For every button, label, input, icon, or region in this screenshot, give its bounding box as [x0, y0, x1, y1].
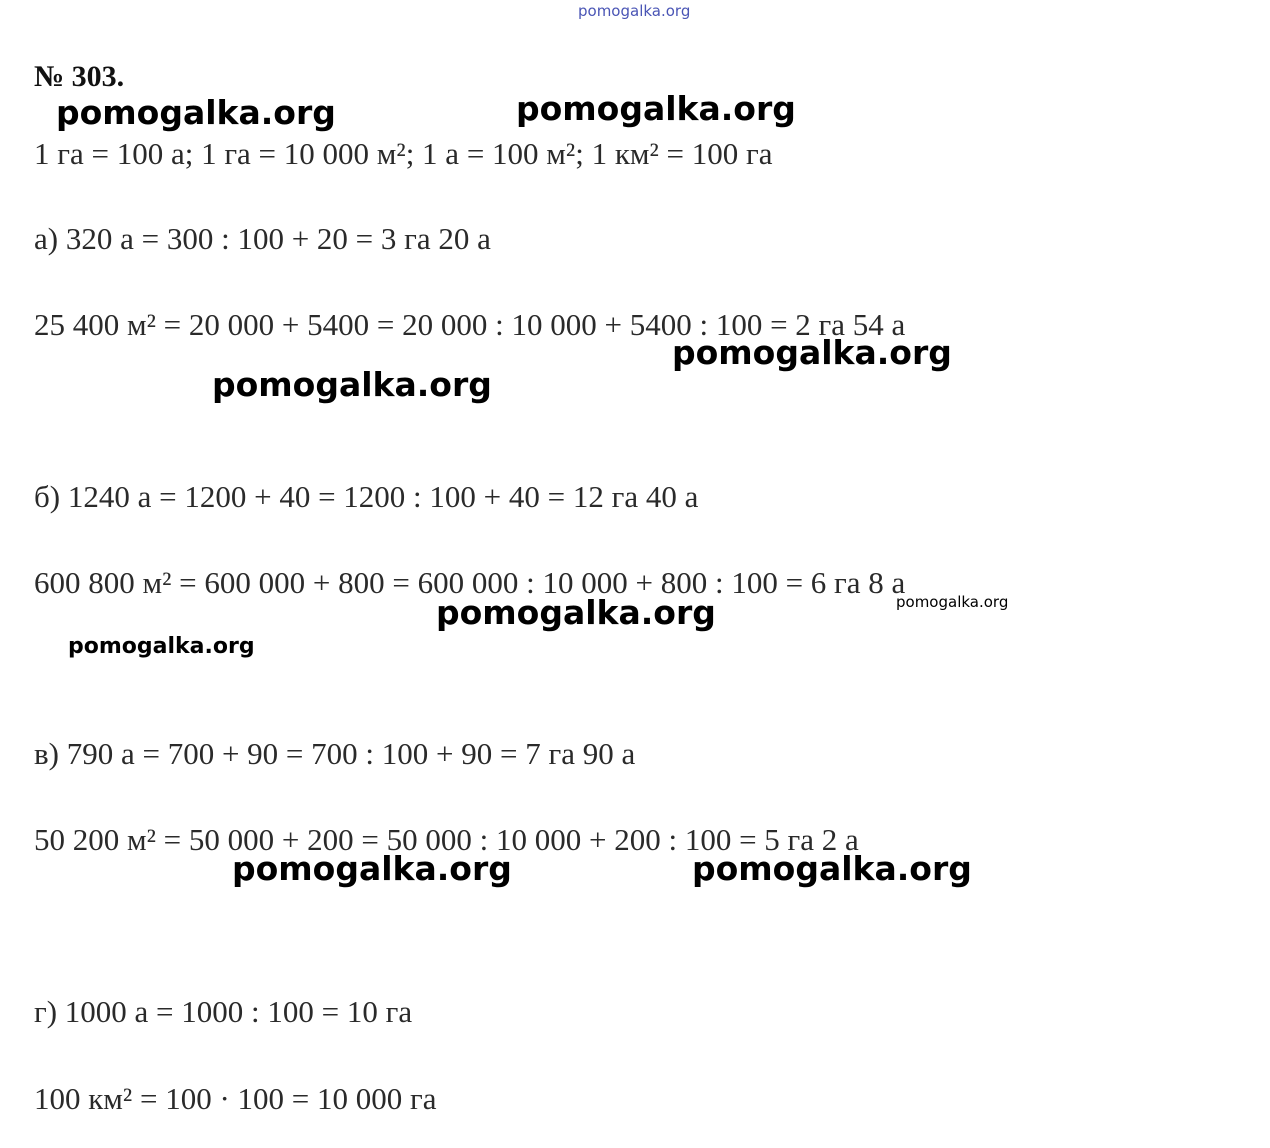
solution-a-line-1: а) 320 а = 300 : 100 + 20 = 3 га 20 а: [34, 221, 491, 256]
watermark: pomogalka.org: [436, 593, 716, 632]
watermark: pomogalka.org: [516, 89, 796, 128]
solution-g-line-1: г) 1000 а = 1000 : 100 = 10 га: [34, 994, 413, 1029]
solution-g-line-2: 100 км² = 100 · 100 = 10 000 га: [34, 1081, 437, 1116]
watermark: pomogalka.org: [68, 634, 255, 659]
solution-v-line-2: 50 200 м² = 50 000 + 200 = 50 000 : 10 000 + 200 : 100 = 5 га 2 а: [34, 822, 859, 857]
watermark: pomogalka.org: [692, 849, 972, 888]
watermark: pomogalka.org: [672, 333, 952, 372]
watermark: pomogalka.org: [212, 365, 492, 404]
unit-conversions: 1 га = 100 а; 1 га = 10 000 м²; 1 а = 100 м²; 1 км² = 100 га: [34, 136, 773, 171]
watermark: pomogalka.org: [56, 93, 336, 132]
solution-v-line-1: в) 790 а = 700 + 90 = 700 : 100 + 90 = 7 га 90 а: [34, 736, 636, 771]
solution-b-line-1: б) 1240 а = 1200 + 40 = 1200 : 100 + 40 = 12 га 40 а: [34, 479, 699, 514]
solution-a-line-2: 25 400 м² = 20 000 + 5400 = 20 000 : 10 000 + 5400 : 100 = 2 га 54 а: [34, 307, 906, 342]
solution-b-line-2: 600 800 м² = 600 000 + 800 = 600 000 : 10 000 + 800 : 100 = 6 га 8 а: [34, 565, 906, 600]
watermark: pomogalka.org: [232, 849, 512, 888]
problem-number: № 303.: [34, 60, 125, 93]
watermark: pomogalka.org: [896, 593, 1009, 611]
watermark-top: pomogalka.org: [578, 2, 691, 20]
